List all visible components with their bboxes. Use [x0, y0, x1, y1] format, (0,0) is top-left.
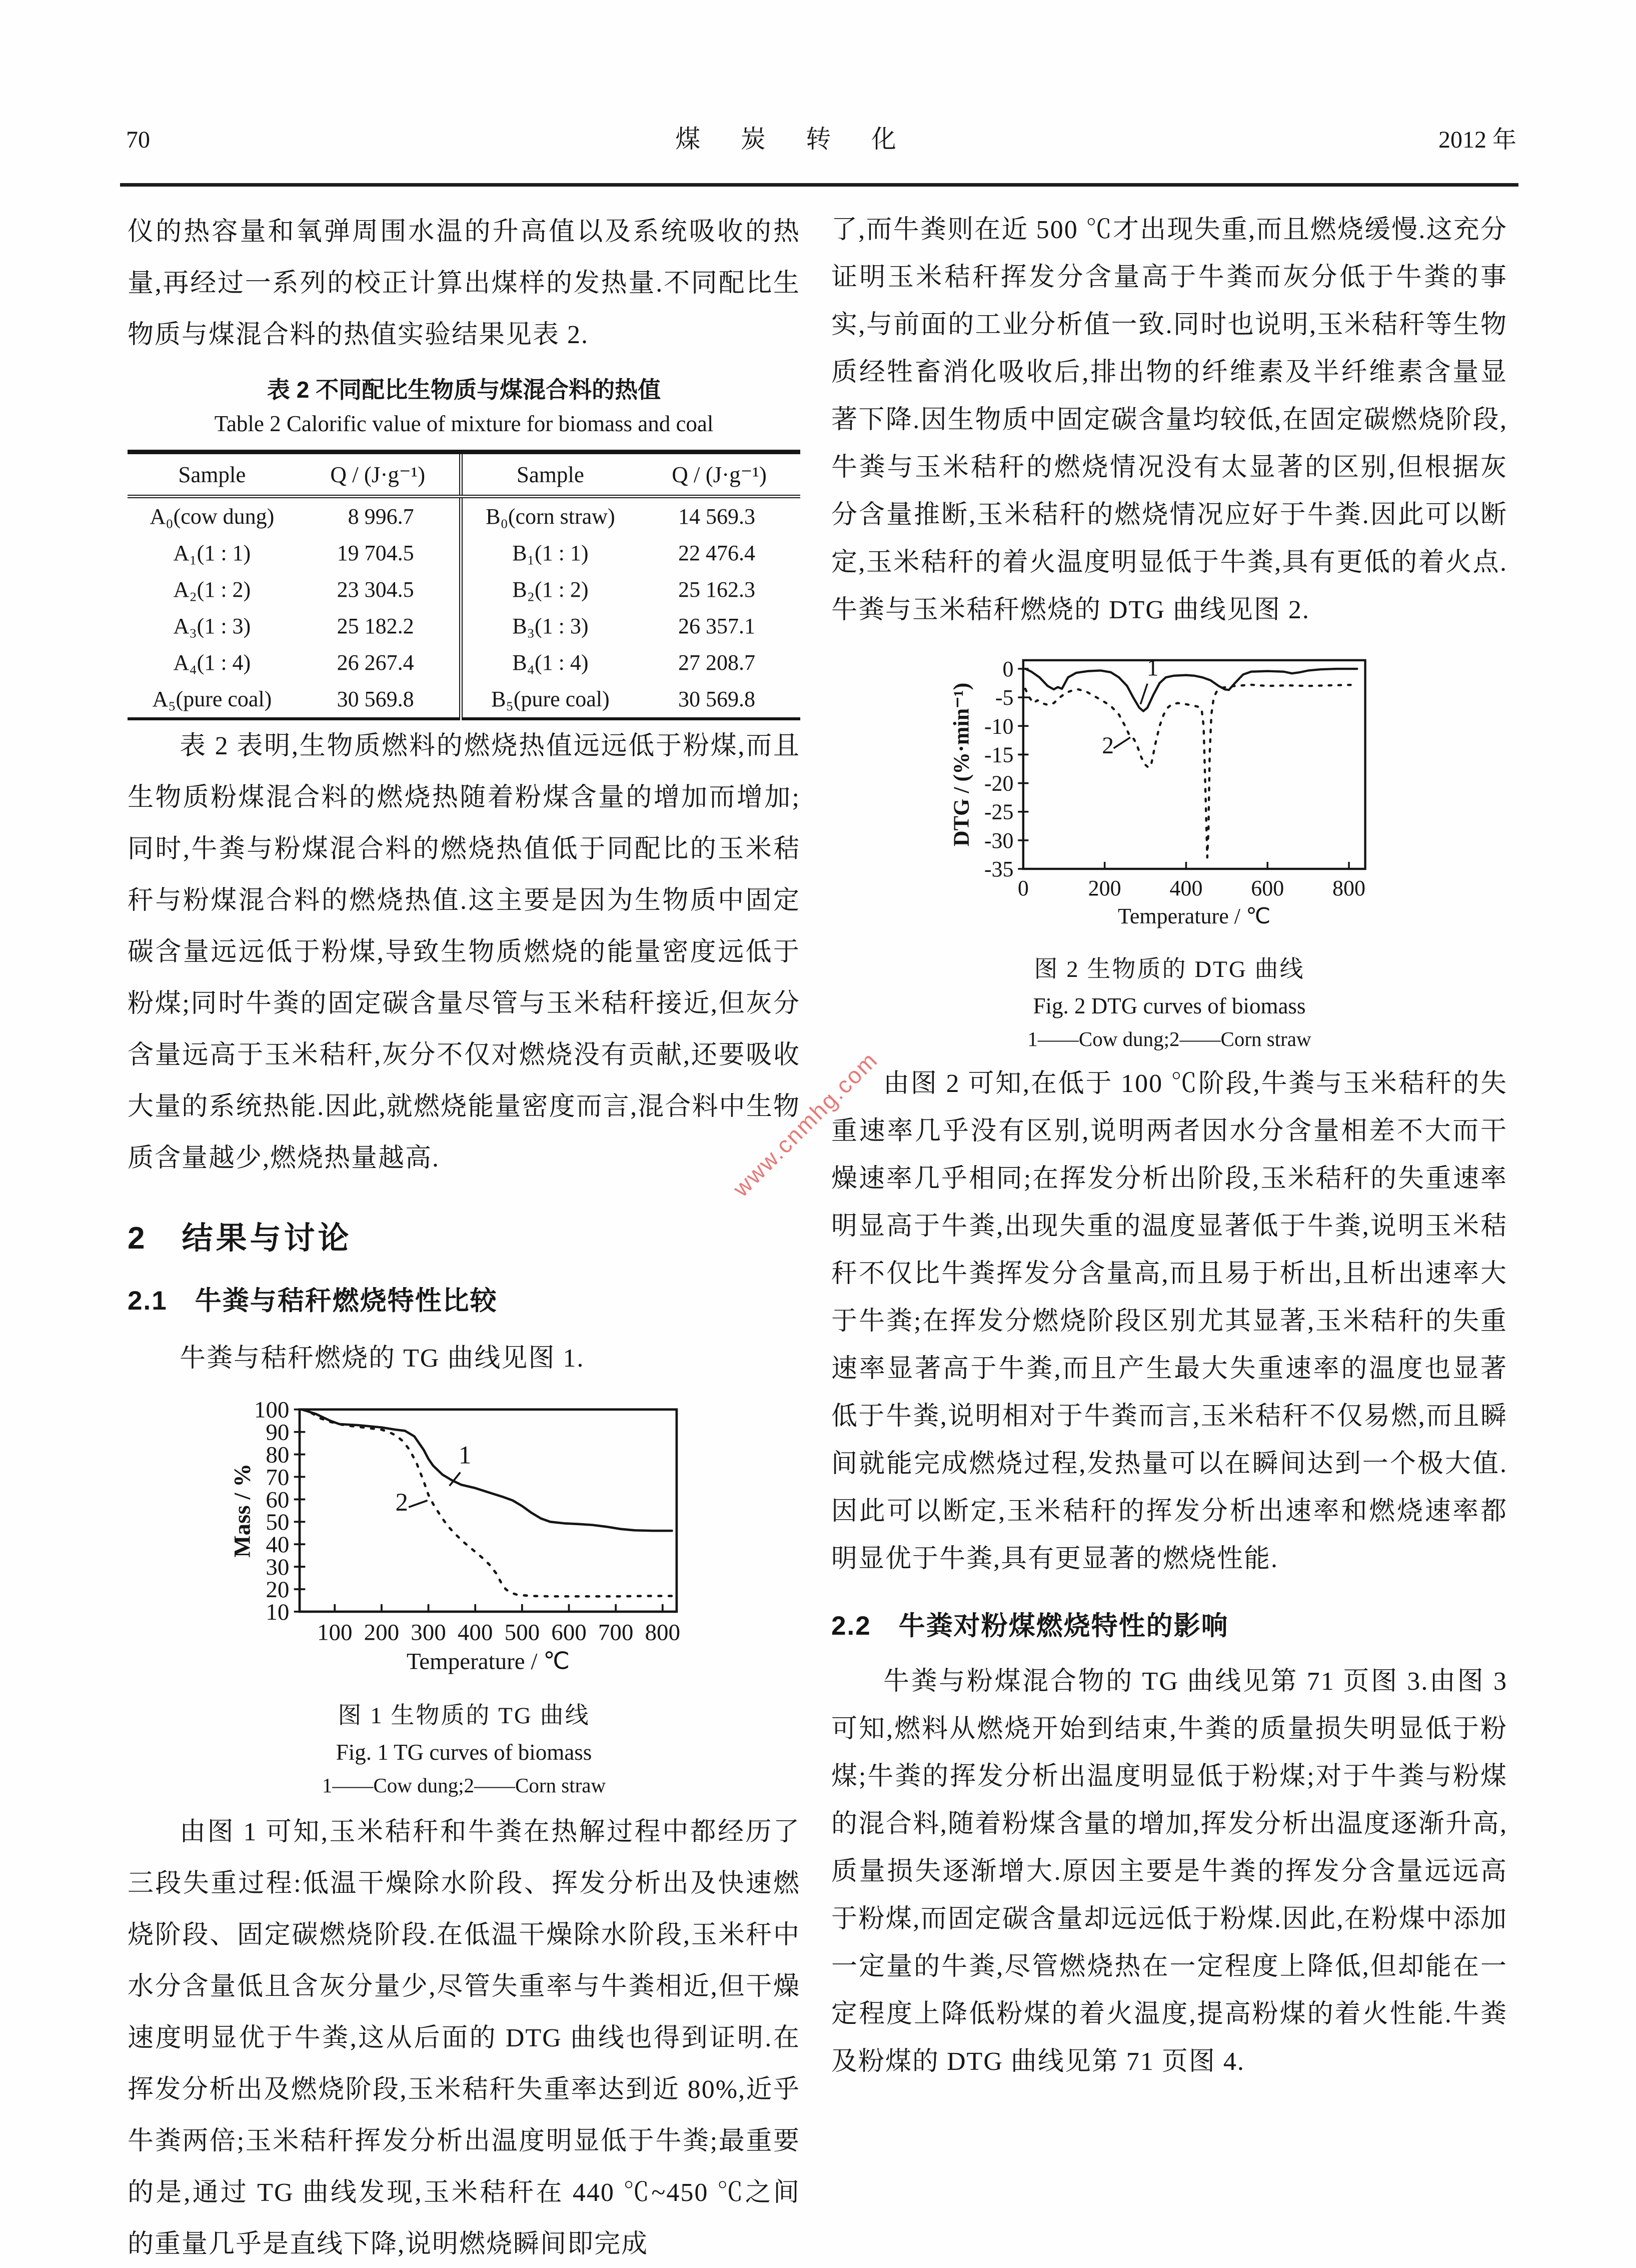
svg-text:500: 500: [504, 1619, 540, 1646]
column-right: [831, 206, 1507, 2085]
figure-2-caption-zh: 图 2 生物质的 DTG 曲线: [1034, 956, 1305, 982]
svg-text:-10: -10: [984, 714, 1014, 739]
svg-text:700: 700: [598, 1619, 633, 1646]
q-value-cell: 19 704.5: [337, 541, 414, 565]
svg-text:2: 2: [395, 1488, 408, 1516]
col-header-sample-b: Sample: [461, 452, 638, 497]
page-number: 70: [126, 127, 150, 153]
col-header-q-b: Q / (J·g⁻¹): [638, 452, 800, 497]
q-value-cell: 25 162.3: [678, 577, 755, 602]
table-row: [128, 681, 800, 719]
svg-text:0: 0: [1002, 656, 1014, 681]
svg-text:DTG / (%·min⁻¹): DTG / (%·min⁻¹): [949, 682, 974, 847]
svg-text:-25: -25: [984, 799, 1014, 824]
svg-text:400: 400: [457, 1619, 493, 1646]
para-fig2-discussion: 由图 2 可知,在低于 100 ℃阶段,牛粪与玉米秸秆的失重速率几乎没有区别,说明两者因水分含量相差不大而干燥速率几乎相同;在挥发分析出阶段,玉米秸秆的失重速率明显高于牛粪,出现失重的温度显著低于牛粪,说明玉米秸秆不仅比牛粪挥发分含量高,而且易于析出,且析出速率大于牛粪;在挥发分燃烧阶段区别尤其显著,玉米秸秆的失重速率显著高于牛粪,而且产生最大失重速率的温度也显著低于牛粪,说明相对于牛粪而言,玉米秸秆不仅易燃,而且瞬间就能完成燃烧过程,发热量可以在瞬间达到一个极大值.因此可以断定,玉米秸秆的挥发分析出速率和燃烧速率都明显优于牛粪,具有更显著的燃烧性能.: [831, 1069, 1507, 1573]
table-row: [128, 644, 800, 681]
col-header-sample-a: Sample: [128, 452, 297, 497]
para-tg-mixture: 牛粪与粉煤混合物的 TG 曲线见第 71 页图 3.由图 3 可知,燃料从燃烧开始到结束,牛粪的质量损失明显低于粉煤;牛粪的挥发分析出温度明显低于粉煤;对于牛粪与粉煤的混合料,随着粉煤含量的增加,挥发分析出温度逐渐升高,质量损失逐渐增大.原因主要是牛粪的挥发分含量远远高于粉煤,而固定碳含量却远远低于粉煤.因此,在粉煤中添加一定量的牛粪,尽管燃烧热在一定程度上降低,但却能在一定程度上降低粉煤的着火温度,提高粉煤的着火性能.牛粪及粉煤的 DTG 曲线见第 71 页图 4.: [831, 1667, 1507, 2076]
tg-curves-chart: [229, 1399, 699, 1681]
dtg-curves-chart: [949, 649, 1389, 935]
svg-text:80: 80: [265, 1442, 289, 1468]
svg-text:200: 200: [364, 1619, 399, 1646]
svg-text:400: 400: [1169, 875, 1203, 900]
q-value-cell: 14 569.3: [678, 504, 755, 529]
calorific-value-table: [128, 450, 800, 720]
q-value-cell: 23 304.5: [337, 577, 414, 602]
para-table-discussion: 表 2 表明,生物质燃料的燃烧热值远远低于粉煤,而且生物质粉煤混合料的燃烧热随着粉煤含量的增加而增加;同时,牛粪与粉煤混合料的燃烧热值低于同配比的玉米秸秆与粉煤混合料的燃烧热值.这主要是因为生物质中固定碳含量远远低于粉煤,导致生物质燃烧的能量密度远低于粉煤;同时牛粪的固定碳含量尽管与玉米秸秆接近,但灰分含量远高于玉米秸秆,灰分不仅对燃烧没有贡献,还要吸收大量的系统热能.因此,就燃烧能量密度而言,混合料中生物质含量越少,燃烧热量越高.: [128, 732, 800, 1173]
sample-cell: A₂(1 : 2): [173, 577, 251, 602]
col-header-q-a: Q / (J·g⁻¹): [297, 452, 461, 497]
para-tg-intro: 牛粪与秸秆燃烧的 TG 曲线见图 1.: [180, 1344, 585, 1373]
sample-cell: B₃(1 : 3): [461, 608, 638, 644]
q-value-cell: 25 182.2: [337, 614, 414, 638]
svg-text:600: 600: [551, 1619, 587, 1646]
section-2-1-heading: 2.1 牛粪与秸秆燃烧特性比较: [128, 1286, 498, 1316]
journal-title: 煤 炭 转 化: [675, 125, 913, 153]
figure-2-caption-en: Fig. 2 DTG curves of biomass: [1033, 993, 1306, 1018]
header-rule: [120, 183, 1518, 187]
table-row: [128, 608, 800, 644]
svg-text:0: 0: [1017, 875, 1029, 900]
svg-text:200: 200: [1088, 875, 1121, 900]
svg-text:30: 30: [265, 1554, 289, 1581]
svg-text:-15: -15: [984, 742, 1014, 767]
table2-caption-en: Table 2 Calorific value of mixture for biomass and coal: [214, 411, 714, 436]
svg-text:300: 300: [410, 1619, 446, 1646]
sample-cell: A₀(cow dung): [150, 504, 275, 529]
figure-1-legend: 1——Cow dung;2——Corn straw: [322, 1774, 606, 1797]
section-2-2-heading: 2.2 牛粪对粉煤燃烧特性的影响: [831, 1611, 1229, 1641]
table-row: [128, 535, 800, 571]
svg-text:1: 1: [1146, 655, 1159, 681]
table-body: [128, 497, 800, 719]
q-value-cell: 30 569.8: [337, 687, 414, 711]
para-calorimeter: 仪的热容量和氧弹周围水温的升高值以及系统吸收的热量,再经过一系列的校正计算出煤样的发热量.不同配比生物质与煤混合料的热值实验结果见表 2.: [128, 218, 800, 349]
q-value-cell: 26 267.4: [337, 650, 414, 675]
sample-cell: B₄(1 : 4): [461, 644, 638, 681]
table-row: [128, 571, 800, 608]
sample-cell: B₅(pure coal): [461, 681, 638, 719]
watermark: www.cnmhg.com: [727, 1046, 883, 1202]
svg-text:90: 90: [265, 1419, 289, 1446]
sample-cell: B₀(corn straw): [461, 497, 638, 535]
svg-text:Temperature / ℃: Temperature / ℃: [1118, 904, 1271, 929]
q-value-cell: 30 569.8: [678, 687, 755, 711]
para-continued: 了,而牛粪则在近 500 ℃才出现失重,而且燃烧缓慢.这充分证明玉米秸秆挥发分含量高于牛粪而灰分低于牛粪的事实,与前面的工业分析值一致.同时也说明,玉米秸秆等生物质经牲畜消化吸收后,排出物的纤维素及半纤维素含量显著下降.因生物质中固定碳含量均较低,在固定碳燃烧阶段,牛粪与玉米秸秆的燃烧情况没有太显著的区别,但根据灰分含量推断,玉米秸秆的燃烧情况应好于牛粪.因此可以断定,玉米秸秆的着火温度明显低于牛粪,具有更低的着火点.牛粪与玉米秸秆燃烧的 DTG 曲线见图 2.: [831, 216, 1507, 624]
figure-1-caption-zh: 图 1 生物质的 TG 曲线: [338, 1703, 590, 1729]
table2-caption-zh: 表 2 不同配比生物质与煤混合料的热值: [267, 377, 661, 403]
svg-text:800: 800: [1332, 875, 1366, 900]
svg-text:-35: -35: [984, 856, 1014, 881]
q-value-cell: 27 208.7: [678, 650, 755, 675]
svg-text:1: 1: [458, 1441, 471, 1469]
svg-text:-20: -20: [984, 771, 1014, 796]
svg-text:2: 2: [1102, 733, 1114, 759]
svg-text:50: 50: [265, 1509, 289, 1536]
svg-text:100: 100: [317, 1619, 352, 1646]
para-fig1-discussion: 由图 1 可知,玉米秸秆和牛粪在热解过程中都经历了三段失重过程:低温干燥除水阶段、挥发分析出及快速燃烧阶段、固定碳燃烧阶段.在低温干燥除水阶段,玉米秆中水分含量低且含灰分量少,尽管失重率与牛粪相近,但干燥速度明显优于牛粪,这从后面的 DTG 曲线也得到证明.在挥发分析出及燃烧阶段,玉米秸秆失重率达到近 80%,近乎牛粪两倍;玉米秸秆挥发分析出温度明显低于牛粪;最重要的是,通过 TG 曲线发现,玉米秸秆在 440 ℃~450 ℃之间的重量几乎是直线下降,说明燃烧瞬间即完成: [128, 1818, 800, 2258]
svg-text:60: 60: [265, 1487, 289, 1513]
column-left: [128, 206, 800, 2268]
sample-cell: A₃(1 : 3): [173, 614, 251, 638]
svg-text:10: 10: [265, 1599, 289, 1625]
sample-cell: B₂(1 : 2): [461, 571, 638, 608]
svg-text:-5: -5: [995, 685, 1014, 710]
svg-text:40: 40: [265, 1532, 289, 1558]
sample-cell: B₁(1 : 1): [461, 535, 638, 571]
q-value-cell: 26 357.1: [678, 614, 755, 638]
svg-text:-30: -30: [984, 828, 1014, 853]
svg-text:70: 70: [265, 1464, 289, 1491]
q-value-cell: 8 996.7: [348, 504, 414, 529]
svg-text:Temperature / ℃: Temperature / ℃: [406, 1648, 570, 1675]
year-label: 2012 年: [1438, 127, 1516, 153]
sample-cell: A₅(pure coal): [152, 687, 272, 711]
section-2-heading: 2 结果与讨论: [128, 1221, 352, 1256]
q-value-cell: 22 476.4: [678, 541, 755, 565]
figure-2-legend: 1——Cow dung;2——Corn straw: [1027, 1027, 1311, 1050]
sample-cell: A₄(1 : 4): [173, 650, 251, 675]
svg-text:100: 100: [254, 1399, 289, 1423]
svg-text:Mass / %: Mass / %: [229, 1463, 255, 1558]
figure-1: [128, 1399, 800, 1797]
table-header: [128, 452, 800, 497]
page-header: [126, 119, 1516, 155]
svg-text:600: 600: [1251, 875, 1284, 900]
table-row: [128, 497, 800, 535]
sample-cell: A₁(1 : 1): [173, 541, 251, 565]
svg-text:20: 20: [265, 1576, 289, 1603]
figure-1-caption-en: Fig. 1 TG curves of biomass: [336, 1740, 592, 1765]
figure-2: [831, 649, 1507, 1051]
svg-text:800: 800: [645, 1619, 680, 1646]
